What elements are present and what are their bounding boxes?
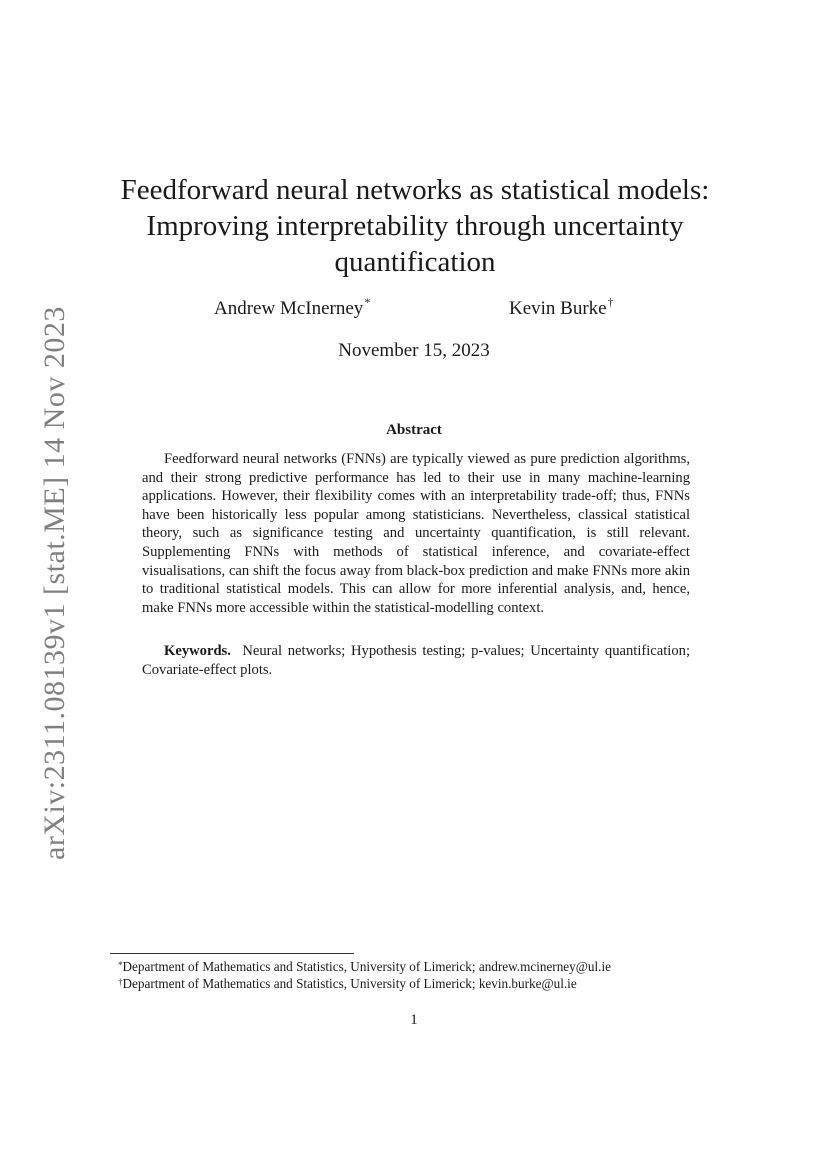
footnote-1 bbox=[118, 958, 718, 975]
abstract-heading: Abstract bbox=[386, 422, 442, 438]
title-line-2: Improving interpretability through uncertainty bbox=[146, 210, 684, 242]
page-number: 1 bbox=[410, 1012, 418, 1028]
keywords-label: Keywords. bbox=[164, 643, 231, 659]
footnote-text: Department of Mathematics and Statistics, University of Limerick; kevin.burke@ul.ie bbox=[122, 976, 577, 991]
publication-date: November 15, 2023 bbox=[338, 340, 490, 361]
author-list bbox=[0, 295, 828, 326]
keywords-text: Neural networks; Hypothesis testing; p-values; Uncertainty quantification; Covariate-effect plots. bbox=[142, 643, 691, 678]
author-name: Andrew McInerney bbox=[214, 298, 364, 319]
title-line-1: Feedforward neural networks as statistical models: bbox=[120, 174, 710, 206]
footnote-mark[interactable]: † bbox=[607, 295, 614, 309]
title-line-3: quantification bbox=[334, 246, 496, 278]
footnotes bbox=[118, 958, 718, 992]
footnote-text: Department of Mathematics and Statistics, University of Limerick; andrew.mcinerney@ul.ie bbox=[122, 959, 611, 974]
abstract-body: Feedforward neural networks (FNNs) are typically viewed as pure prediction algorithms, and their strong predictive performance has led to their use in many machine-learning applications. However, their flexibility comes with an interpretability trade-off; thus, FNNs have been historically less popular among statisticians. Nevertheless, classical statistical theory, such as significance testing and uncertainty quantification, is still relevant. Supplementing FNNs with methods of statistical inference, and covariate-effect visualisations, can shift the focus away from black-box prediction and make FNNs more akin to traditional statistical models. This can allow for more inferential analysis, and, hence, make FNNs more accessible within the statistical-modelling context. bbox=[142, 451, 690, 616]
author-kevin-burke bbox=[509, 295, 614, 320]
paper-title bbox=[100, 172, 730, 280]
arxiv-identifier-stamp[interactable]: arXiv:2311.08139v1 [stat.ME] 14 Nov 2023 bbox=[38, 306, 71, 860]
footnote-mark: * bbox=[118, 960, 123, 970]
author-andrew-mcinerney bbox=[214, 295, 371, 320]
footnote-mark[interactable]: * bbox=[364, 295, 371, 309]
footnote-mark: † bbox=[118, 977, 123, 987]
author-name: Kevin Burke bbox=[509, 298, 607, 319]
footnote-divider bbox=[110, 953, 354, 954]
keywords-paragraph bbox=[142, 642, 690, 679]
footnote-2 bbox=[118, 975, 718, 992]
